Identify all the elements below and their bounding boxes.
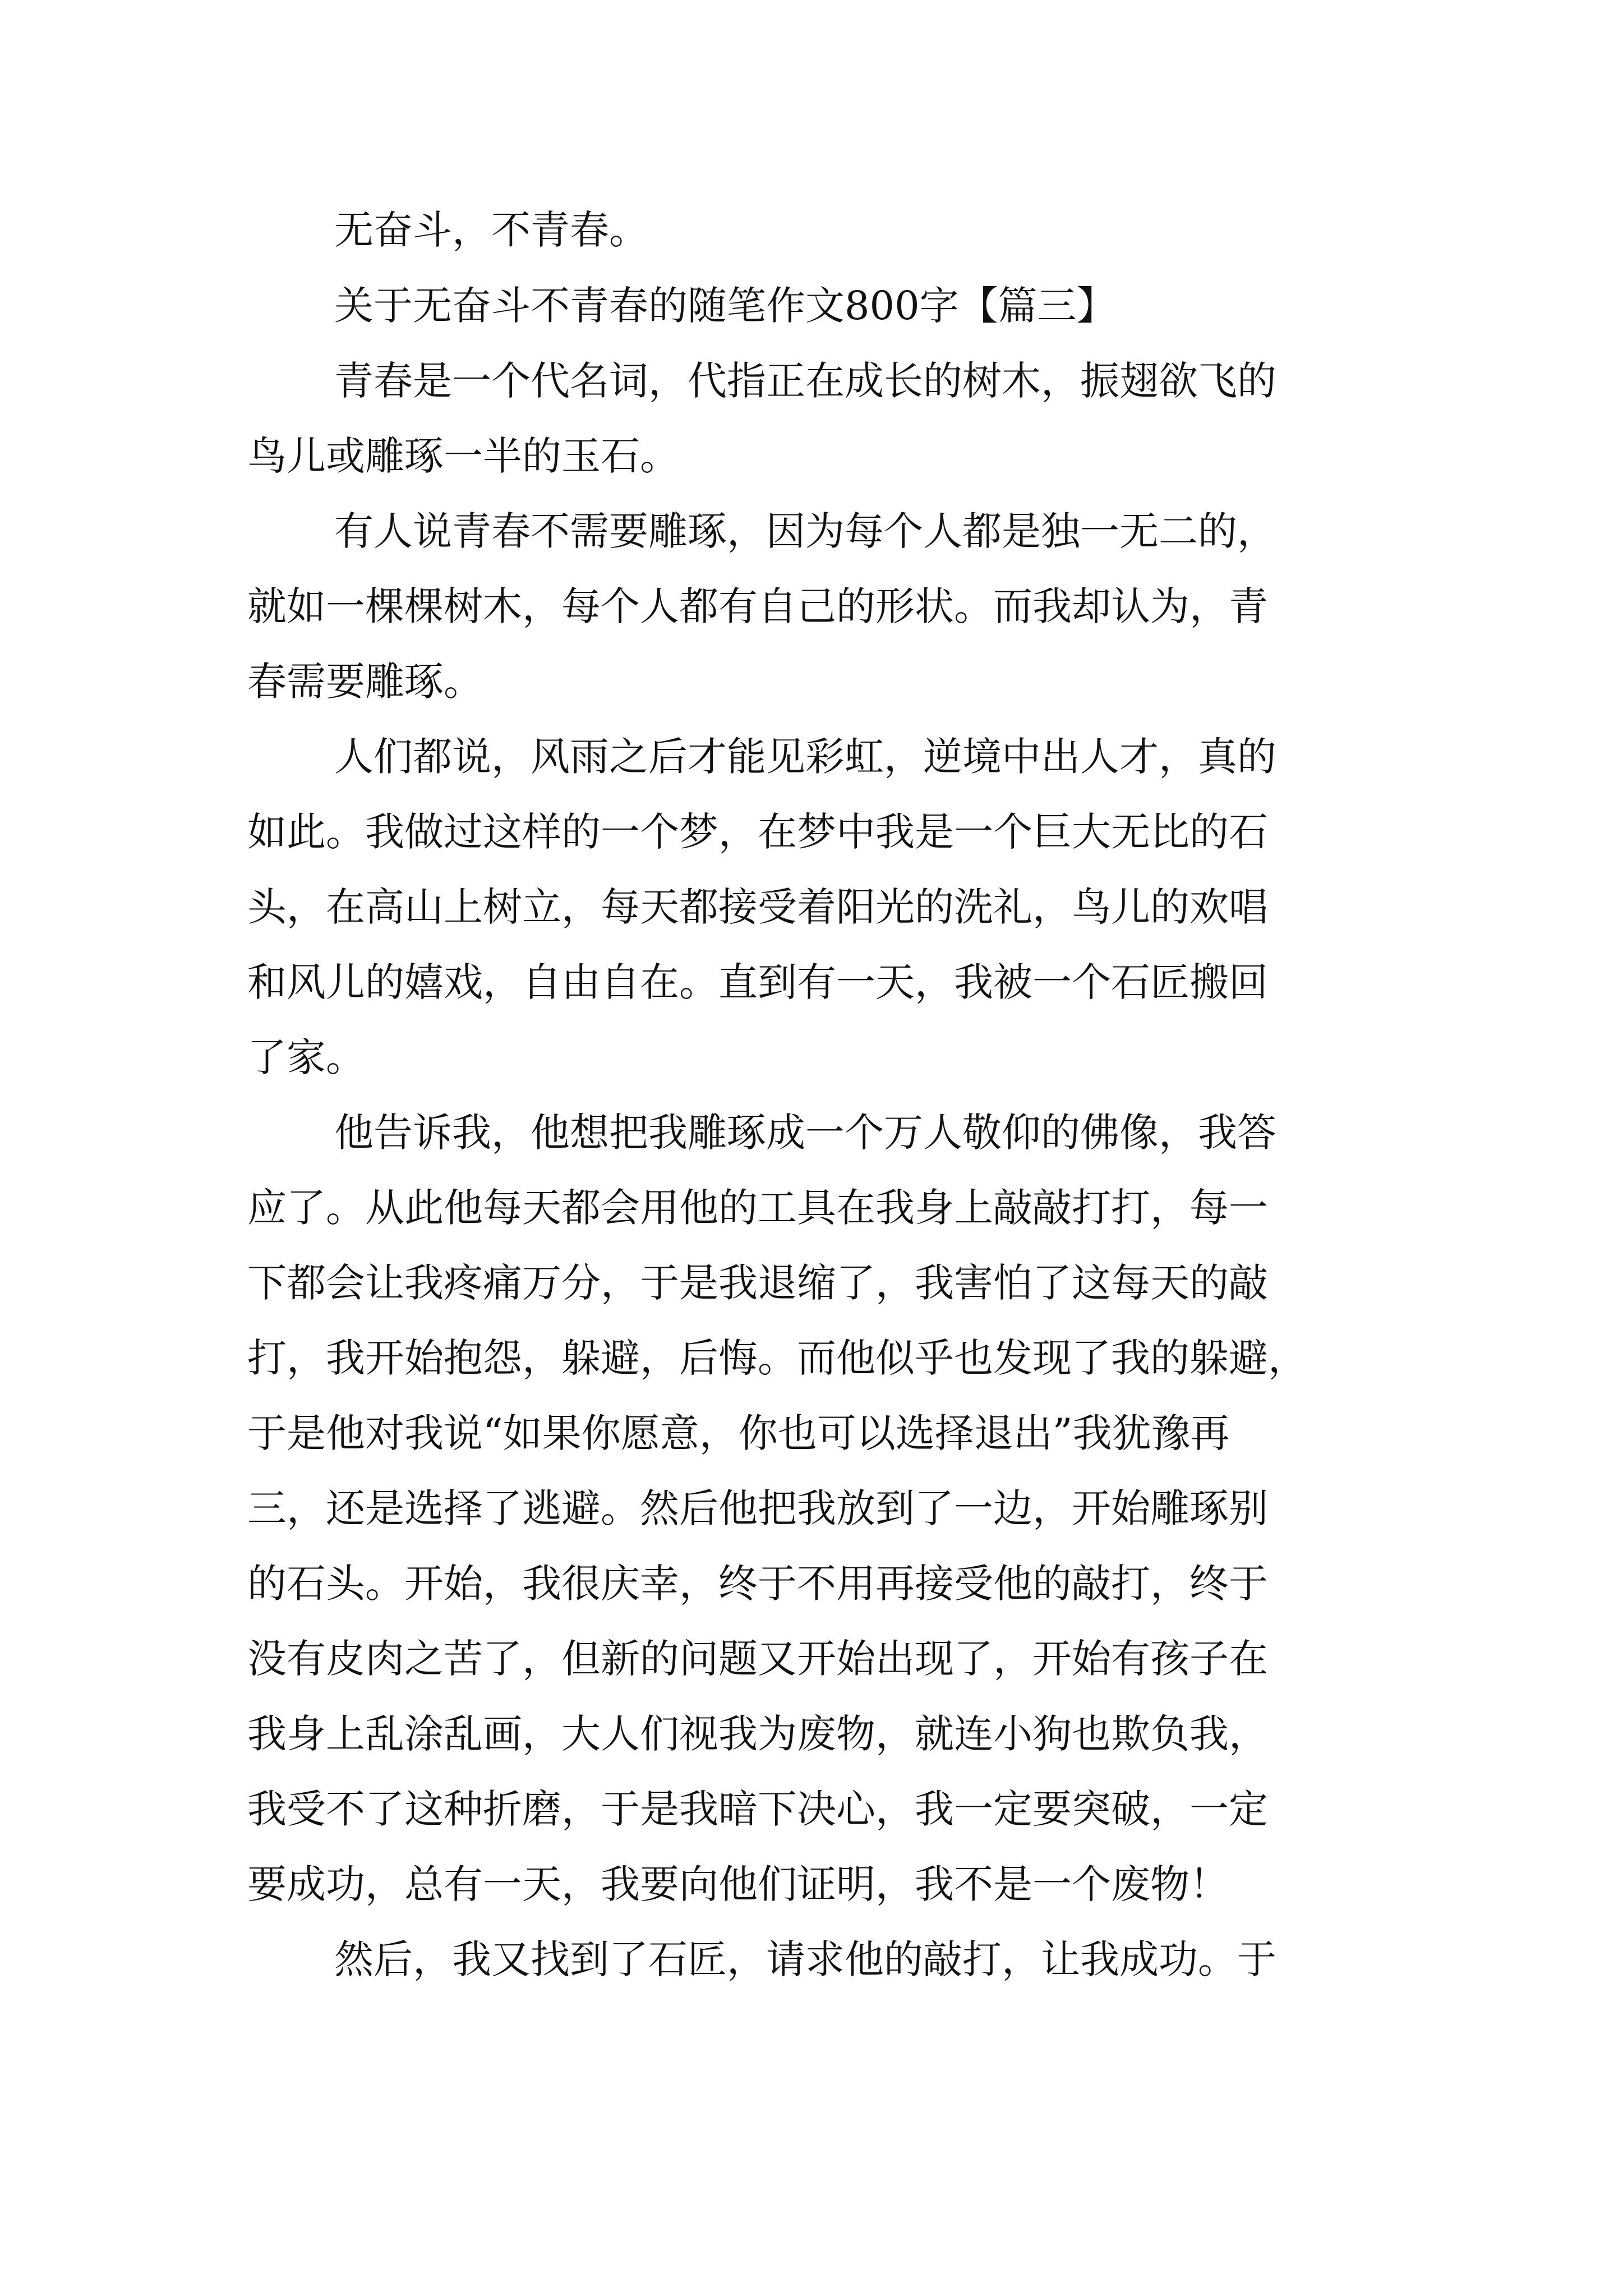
text-line: 关于无奋斗不青春的随笔作文800字【篇三】 [334,283,1116,329]
text-line: 我受不了这种折磨，于是我暗下决心，我一定要突破，一定 [247,1786,1268,1832]
text-line: 鸟儿或雕琢一半的玉石。 [247,433,679,479]
text-line: 头，在高山上树立，每天都接受着阳光的洗礼，鸟儿的欢唱 [247,884,1268,930]
text-line: 打，我开始抱怨，躲避，后悔。而他似乎也发现了我的躲避， [247,1335,1307,1381]
text-line: 于是他对我说“如果你愿意，你也可以选择退出”我犹豫再 [247,1410,1230,1456]
text-line: 应了。从此他每天都会用他的工具在我身上敲敲打打，每一 [247,1185,1268,1231]
text-line: 要成功，总有一天，我要向他们证明，我不是一个废物！ [247,1861,1229,1907]
text-line: 无奋斗，不青春。 [334,207,648,253]
text-line: 有人说青春不需要雕琢，因为每个人都是独一无二的， [334,508,1276,554]
text-line: 然后，我又找到了石匠，请求他的敲打，让我成功。于 [334,1936,1276,1982]
text-line: 春需要雕琢。 [247,659,483,705]
text-line: 我身上乱涂乱画，大人们视我为废物，就连小狗也欺负我， [247,1711,1268,1757]
text-line: 和风儿的嬉戏，自由自在。直到有一天，我被一个石匠搬回 [247,959,1268,1005]
text-line: 青春是一个代名词，代指正在成长的树木，振翅欲飞的 [334,358,1276,404]
text-line: 他告诉我，他想把我雕琢成一个万人敬仰的佛像，我答 [334,1110,1276,1156]
text-line: 了家。 [247,1034,365,1080]
text-line: 下都会让我疼痛万分，于是我退缩了，我害怕了这每天的敲 [247,1260,1268,1306]
text-line: 没有皮肉之苦了，但新的问题又开始出现了，开始有孩子在 [247,1636,1268,1682]
text-line: 的石头。开始，我很庆幸，终于不用再接受他的敲打，终于 [247,1561,1268,1607]
text-line: 就如一棵棵树木，每个人都有自己的形状。而我却认为，青 [247,583,1268,629]
text-line: 人们都说，风雨之后才能见彩虹，逆境中出人才，真的 [334,734,1276,780]
text-line: 三，还是选择了逃避。然后他把我放到了一边，开始雕琢别 [247,1485,1268,1531]
text-line: 如此。我做过这样的一个梦，在梦中我是一个巨大无比的石 [247,809,1268,855]
